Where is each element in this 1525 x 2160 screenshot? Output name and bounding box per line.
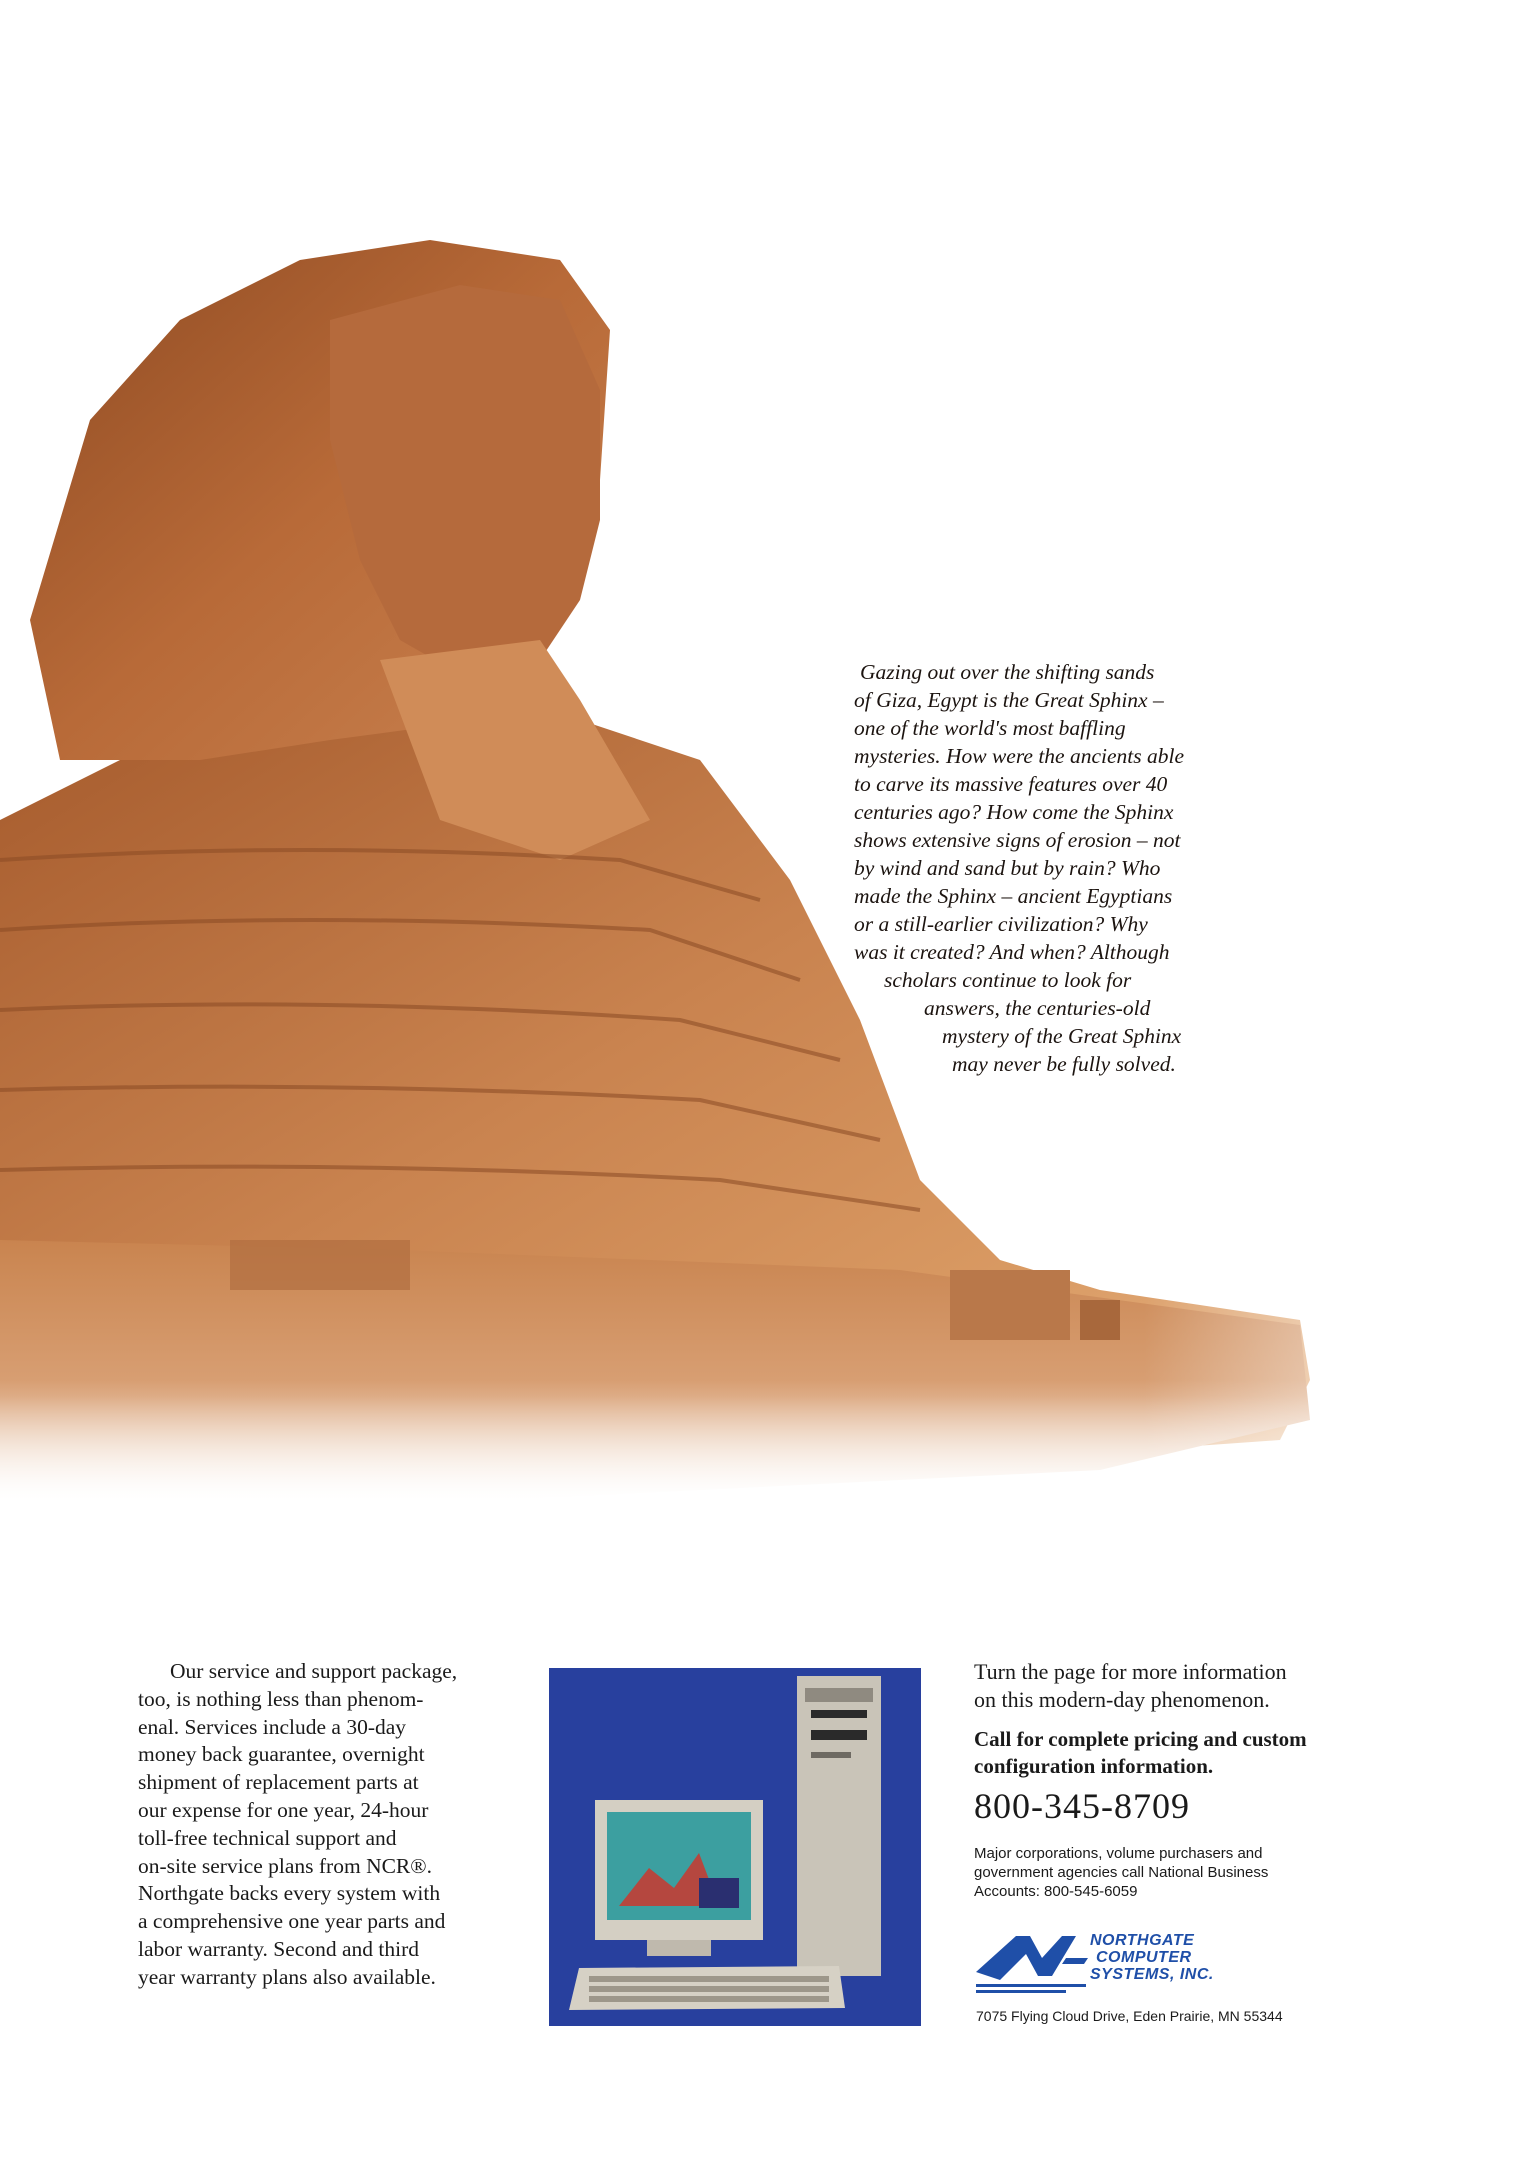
caption-line: Gazing out over the shifting sands xyxy=(860,660,1155,684)
call-pricing-text xyxy=(974,1726,1374,1780)
caption-line: may never be fully solved. xyxy=(952,1052,1176,1076)
service-line: labor warranty. Second and third xyxy=(138,1936,420,1961)
service-line: our expense for one year, 24-hour xyxy=(138,1797,429,1822)
caption-line: mysteries. How were the ancients able xyxy=(854,744,1184,768)
turn-line: on this modern-day phenomenon. xyxy=(974,1687,1270,1712)
caption-line: centuries ago? How come the Sphinx xyxy=(854,800,1174,824)
logo-line: NORTHGATE xyxy=(1090,1932,1195,1949)
phone-number: 800-345-8709 xyxy=(974,1786,1190,1826)
service-line: toll-free technical support and xyxy=(138,1825,397,1850)
caption-line: one of the world's most baffling xyxy=(854,716,1126,740)
contact-column xyxy=(974,1658,1374,1901)
logo-line: SYSTEMS, INC. xyxy=(1090,1966,1214,1983)
service-line: year warranty plans also available. xyxy=(138,1964,436,1989)
service-line: Our service and support package, xyxy=(170,1659,458,1683)
caption-line: was it created? And when? Although xyxy=(854,940,1170,964)
caption-line: by wind and sand but by rain? Who xyxy=(854,856,1161,880)
service-line: money back guarantee, overnight xyxy=(138,1742,425,1767)
logo-wordmark xyxy=(1090,1932,1214,1983)
call-line: configuration information. xyxy=(974,1754,1214,1778)
computer-photo xyxy=(549,1668,921,2026)
service-line: enal. Services include a 30-day xyxy=(138,1714,407,1739)
corp-line: Major corporations, volume purchasers and xyxy=(974,1845,1263,1862)
corporate-accounts-text xyxy=(974,1844,1374,1901)
logo-line: COMPUTER xyxy=(1096,1949,1192,1966)
service-line: a comprehensive one year parts and xyxy=(138,1909,446,1934)
turn-line: Turn the page for more information xyxy=(974,1659,1287,1684)
call-line: Call for complete pricing and custom xyxy=(974,1727,1307,1751)
service-line: too, is nothing less than phenom- xyxy=(138,1686,424,1711)
company-address: 7075 Flying Cloud Drive, Eden Prairie, MN 55344 xyxy=(976,2008,1283,2024)
caption-line: made the Sphinx – ancient Egyptians xyxy=(854,884,1173,908)
service-line: on-site service plans from NCR®. xyxy=(138,1853,432,1878)
caption-line: answers, the centuries-old xyxy=(924,996,1151,1020)
corp-line: government agencies call National Business xyxy=(974,1864,1269,1881)
service-line: shipment of replacement parts at xyxy=(138,1770,419,1795)
turn-page-text xyxy=(974,1658,1374,1714)
caption-line: mystery of the Great Sphinx xyxy=(942,1024,1182,1048)
caption-line: shows extensive signs of erosion – not xyxy=(854,828,1181,852)
service-line: Northgate backs every system with xyxy=(138,1881,441,1906)
caption-line: scholars continue to look for xyxy=(884,968,1132,992)
caption-line: of Giza, Egypt is the Great Sphinx – xyxy=(854,688,1164,712)
sphinx-caption xyxy=(830,658,1300,1078)
caption-line: or a still-earlier civilization? Why xyxy=(854,912,1148,936)
service-paragraph xyxy=(138,1658,518,1992)
corp-line: Accounts: 800-545-6059 xyxy=(974,1883,1138,1900)
caption-line: to carve its massive features over 40 xyxy=(854,772,1168,796)
